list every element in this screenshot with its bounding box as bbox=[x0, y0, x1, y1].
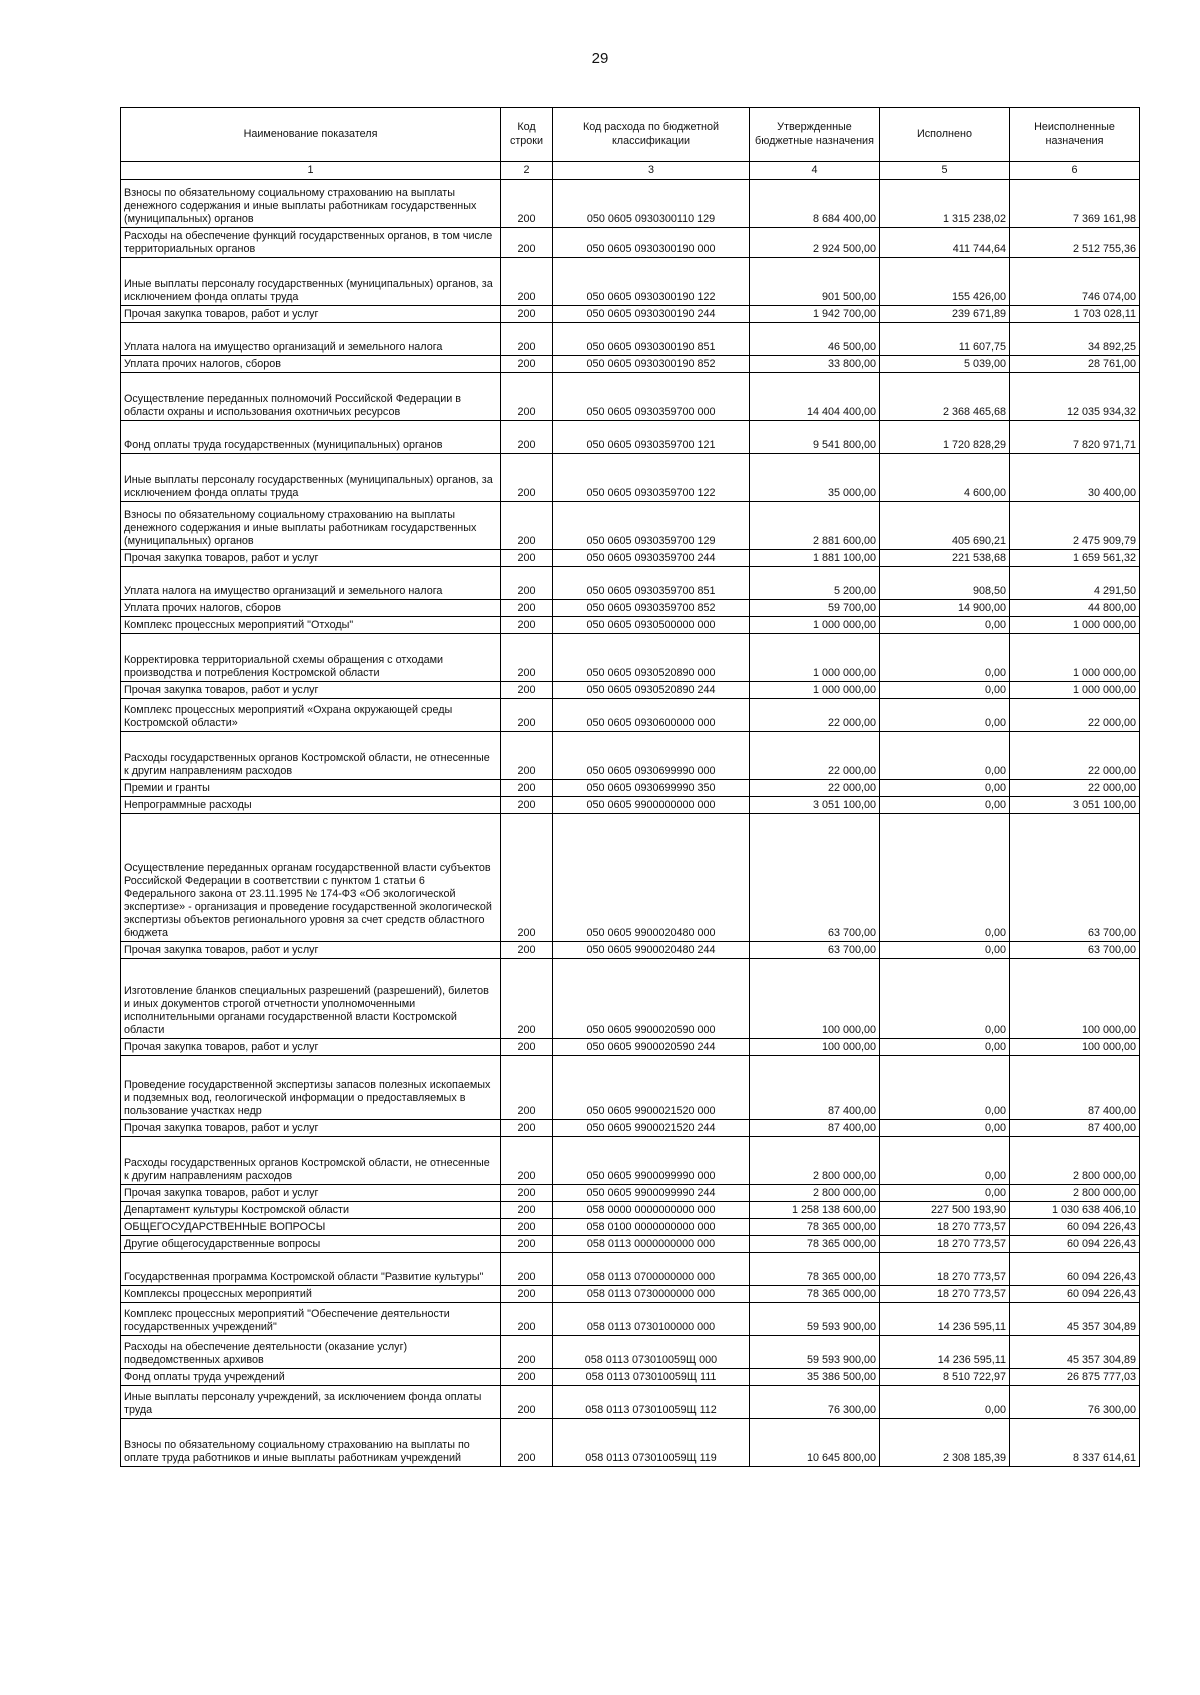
row-executed: 0,00 bbox=[880, 942, 1010, 959]
row-line-code: 200 bbox=[501, 732, 553, 780]
row-approved: 5 200,00 bbox=[750, 567, 880, 600]
table-row bbox=[121, 1336, 1140, 1369]
table-row bbox=[121, 814, 1140, 942]
row-line-code: 200 bbox=[501, 1219, 553, 1236]
row-approved: 1 000 000,00 bbox=[750, 682, 880, 699]
table-row bbox=[121, 1253, 1140, 1286]
table-row bbox=[121, 454, 1140, 502]
row-classification-code: 058 0113 0000000000 000 bbox=[553, 1236, 750, 1253]
row-classification-code: 050 0605 0930359700 129 bbox=[553, 502, 750, 550]
row-approved: 2 924 500,00 bbox=[750, 228, 880, 258]
row-line-code: 200 bbox=[501, 323, 553, 356]
table-row bbox=[121, 1236, 1140, 1253]
row-name: Другие общегосударственные вопросы bbox=[121, 1236, 501, 1253]
row-classification-code: 058 0113 073010059Щ 111 bbox=[553, 1369, 750, 1386]
row-name: Взносы по обязательному социальному страхованию на выплаты денежного содержания и иные выплаты работникам государственных (муниципальных) органов bbox=[121, 180, 501, 228]
row-remaining: 45 357 304,89 bbox=[1010, 1336, 1140, 1369]
row-classification-code: 050 0605 9900021520 000 bbox=[553, 1056, 750, 1120]
row-executed: 0,00 bbox=[880, 682, 1010, 699]
header-row bbox=[121, 108, 1140, 162]
row-executed: 239 671,89 bbox=[880, 306, 1010, 323]
row-classification-code: 050 0605 0930359700 000 bbox=[553, 373, 750, 421]
header-remaining: Неисполненные назначения bbox=[1010, 108, 1140, 162]
row-remaining: 3 051 100,00 bbox=[1010, 797, 1140, 814]
row-executed: 18 270 773,57 bbox=[880, 1219, 1010, 1236]
row-remaining: 1 000 000,00 bbox=[1010, 682, 1140, 699]
row-name: Комплекс процессных мероприятий «Охрана окружающей среды Костромской области» bbox=[121, 699, 501, 732]
header-number: 1 bbox=[121, 162, 501, 180]
row-approved: 78 365 000,00 bbox=[750, 1253, 880, 1286]
row-name: Департамент культуры Костромской области bbox=[121, 1202, 501, 1219]
header-classification-code: Код расхода по бюджетной классификации bbox=[553, 108, 750, 162]
row-approved: 76 300,00 bbox=[750, 1386, 880, 1419]
table-row bbox=[121, 732, 1140, 780]
row-approved: 8 684 400,00 bbox=[750, 180, 880, 228]
row-executed: 14 236 595,11 bbox=[880, 1336, 1010, 1369]
row-remaining: 60 094 226,43 bbox=[1010, 1236, 1140, 1253]
row-remaining: 34 892,25 bbox=[1010, 323, 1140, 356]
row-name: Фонд оплаты труда учреждений bbox=[121, 1369, 501, 1386]
row-line-code: 200 bbox=[501, 1056, 553, 1120]
row-approved: 78 365 000,00 bbox=[750, 1219, 880, 1236]
header-executed: Исполнено bbox=[880, 108, 1010, 162]
row-classification-code: 058 0113 073010059Щ 000 bbox=[553, 1336, 750, 1369]
header-number: 5 bbox=[880, 162, 1010, 180]
row-approved: 22 000,00 bbox=[750, 780, 880, 797]
row-executed: 0,00 bbox=[880, 1039, 1010, 1056]
table-row bbox=[121, 634, 1140, 682]
row-remaining: 2 800 000,00 bbox=[1010, 1137, 1140, 1185]
row-name: Расходы государственных органов Костромской области, не отнесенные к другим направлениям расходов bbox=[121, 1137, 501, 1185]
row-executed: 0,00 bbox=[880, 1120, 1010, 1137]
row-remaining: 100 000,00 bbox=[1010, 959, 1140, 1039]
row-name: Прочая закупка товаров, работ и услуг bbox=[121, 1120, 501, 1137]
row-classification-code: 050 0605 0930699990 350 bbox=[553, 780, 750, 797]
row-line-code: 200 bbox=[501, 180, 553, 228]
row-executed: 0,00 bbox=[880, 1386, 1010, 1419]
row-name: Прочая закупка товаров, работ и услуг bbox=[121, 1185, 501, 1202]
row-executed: 0,00 bbox=[880, 780, 1010, 797]
row-executed: 1 720 828,29 bbox=[880, 421, 1010, 454]
row-name: Взносы по обязательному социальному страхованию на выплаты денежного содержания и иные выплаты работникам государственных (муниципальных) органов bbox=[121, 502, 501, 550]
row-classification-code: 050 0605 9900000000 000 bbox=[553, 797, 750, 814]
row-classification-code: 050 0605 0930300190 244 bbox=[553, 306, 750, 323]
row-executed: 0,00 bbox=[880, 1056, 1010, 1120]
row-executed: 0,00 bbox=[880, 634, 1010, 682]
row-classification-code: 058 0000 0000000000 000 bbox=[553, 1202, 750, 1219]
header-number: 2 bbox=[501, 162, 553, 180]
table-row bbox=[121, 1202, 1140, 1219]
row-name: Уплата прочих налогов, сборов bbox=[121, 600, 501, 617]
page-number: 29 bbox=[591, 50, 609, 67]
row-approved: 1 000 000,00 bbox=[750, 617, 880, 634]
row-approved: 3 051 100,00 bbox=[750, 797, 880, 814]
row-name: Прочая закупка товаров, работ и услуг bbox=[121, 942, 501, 959]
row-remaining: 2 800 000,00 bbox=[1010, 1185, 1140, 1202]
row-remaining: 45 357 304,89 bbox=[1010, 1303, 1140, 1336]
row-line-code: 200 bbox=[501, 942, 553, 959]
table-row bbox=[121, 682, 1140, 699]
row-classification-code: 058 0113 073010059Щ 112 bbox=[553, 1386, 750, 1419]
row-line-code: 200 bbox=[501, 306, 553, 323]
row-line-code: 200 bbox=[501, 550, 553, 567]
row-line-code: 200 bbox=[501, 1202, 553, 1219]
row-approved: 78 365 000,00 bbox=[750, 1236, 880, 1253]
row-name: Иные выплаты персоналу учреждений, за исключением фонда оплаты труда bbox=[121, 1386, 501, 1419]
row-classification-code: 050 0605 0930359700 244 bbox=[553, 550, 750, 567]
row-name: Фонд оплаты труда государственных (муниципальных) органов bbox=[121, 421, 501, 454]
row-executed: 0,00 bbox=[880, 732, 1010, 780]
row-classification-code: 050 0605 0930359700 122 bbox=[553, 454, 750, 502]
row-line-code: 200 bbox=[501, 1185, 553, 1202]
row-line-code: 200 bbox=[501, 780, 553, 797]
row-executed: 0,00 bbox=[880, 814, 1010, 942]
row-remaining: 44 800,00 bbox=[1010, 600, 1140, 617]
table-row bbox=[121, 1039, 1140, 1056]
row-executed: 4 600,00 bbox=[880, 454, 1010, 502]
row-approved: 59 593 900,00 bbox=[750, 1303, 880, 1336]
row-approved: 35 000,00 bbox=[750, 454, 880, 502]
row-classification-code: 050 0605 0930300190 000 bbox=[553, 228, 750, 258]
row-line-code: 200 bbox=[501, 699, 553, 732]
header-name: Наименование показателя bbox=[121, 108, 501, 162]
row-name: Комплекс процессных мероприятий "Отходы" bbox=[121, 617, 501, 634]
row-line-code: 200 bbox=[501, 373, 553, 421]
table-row bbox=[121, 323, 1140, 356]
row-approved: 1 258 138 600,00 bbox=[750, 1202, 880, 1219]
row-executed: 11 607,75 bbox=[880, 323, 1010, 356]
table-row bbox=[121, 1120, 1140, 1137]
row-classification-code: 058 0113 0730100000 000 bbox=[553, 1303, 750, 1336]
row-remaining: 8 337 614,61 bbox=[1010, 1419, 1140, 1467]
row-name: Взносы по обязательному социальному страхованию на выплаты по оплате труда работников и иные выплаты работникам учреждений bbox=[121, 1419, 501, 1467]
row-name: Уплата прочих налогов, сборов bbox=[121, 356, 501, 373]
row-executed: 14 236 595,11 bbox=[880, 1303, 1010, 1336]
table-row bbox=[121, 421, 1140, 454]
table-row bbox=[121, 942, 1140, 959]
row-classification-code: 050 0605 9900020590 000 bbox=[553, 959, 750, 1039]
table-row bbox=[121, 1386, 1140, 1419]
row-executed: 1 315 238,02 bbox=[880, 180, 1010, 228]
row-remaining: 1 030 638 406,10 bbox=[1010, 1202, 1140, 1219]
row-executed: 18 270 773,57 bbox=[880, 1286, 1010, 1303]
row-name: Премии и гранты bbox=[121, 780, 501, 797]
row-classification-code: 050 0605 0930600000 000 bbox=[553, 699, 750, 732]
row-approved: 100 000,00 bbox=[750, 1039, 880, 1056]
row-line-code: 200 bbox=[501, 1386, 553, 1419]
row-name: Осуществление переданных органам государственной власти субъектов Российской Федерации в соответствии с пунктом 1 статьи 6 Федерального закона от 23.11.1995 № 174-ФЗ «Об экологической экспертизе» - организация и проведение государственной экологической экспертизы объектов регионального уровня за счет средств областного бюджета bbox=[121, 814, 501, 942]
row-remaining: 76 300,00 bbox=[1010, 1386, 1140, 1419]
table-row bbox=[121, 797, 1140, 814]
table-row bbox=[121, 1056, 1140, 1120]
header-number: 6 bbox=[1010, 162, 1140, 180]
row-name: Прочая закупка товаров, работ и услуг bbox=[121, 682, 501, 699]
row-name: Прочая закупка товаров, работ и услуг bbox=[121, 550, 501, 567]
row-approved: 14 404 400,00 bbox=[750, 373, 880, 421]
row-approved: 35 386 500,00 bbox=[750, 1369, 880, 1386]
row-executed: 0,00 bbox=[880, 699, 1010, 732]
row-line-code: 200 bbox=[501, 567, 553, 600]
table-row bbox=[121, 567, 1140, 600]
row-line-code: 200 bbox=[501, 1253, 553, 1286]
row-executed: 0,00 bbox=[880, 1185, 1010, 1202]
row-classification-code: 050 0605 0930359700 121 bbox=[553, 421, 750, 454]
row-approved: 63 700,00 bbox=[750, 942, 880, 959]
row-remaining: 4 291,50 bbox=[1010, 567, 1140, 600]
row-remaining: 7 369 161,98 bbox=[1010, 180, 1140, 228]
row-executed: 5 039,00 bbox=[880, 356, 1010, 373]
row-approved: 87 400,00 bbox=[750, 1120, 880, 1137]
row-classification-code: 058 0113 073010059Щ 119 bbox=[553, 1419, 750, 1467]
row-executed: 8 510 722,97 bbox=[880, 1369, 1010, 1386]
row-line-code: 200 bbox=[501, 228, 553, 258]
row-name: Расходы на обеспечение деятельности (оказание услуг) подведомственных архивов bbox=[121, 1336, 501, 1369]
row-remaining: 22 000,00 bbox=[1010, 780, 1140, 797]
row-classification-code: 050 0605 0930300190 122 bbox=[553, 258, 750, 306]
row-name: Расходы государственных органов Костромской области, не отнесенные к другим направлениям расходов bbox=[121, 732, 501, 780]
table-row bbox=[121, 1419, 1140, 1467]
row-remaining: 60 094 226,43 bbox=[1010, 1286, 1140, 1303]
row-line-code: 200 bbox=[501, 1236, 553, 1253]
row-remaining: 30 400,00 bbox=[1010, 454, 1140, 502]
row-approved: 10 645 800,00 bbox=[750, 1419, 880, 1467]
row-name: Корректировка территориальной схемы обращения с отходами производства и потребления Костромской области bbox=[121, 634, 501, 682]
row-approved: 2 881 600,00 bbox=[750, 502, 880, 550]
row-approved: 22 000,00 bbox=[750, 732, 880, 780]
row-line-code: 200 bbox=[501, 1369, 553, 1386]
row-classification-code: 050 0605 9900021520 244 bbox=[553, 1120, 750, 1137]
row-name: Комплексы процессных мероприятий bbox=[121, 1286, 501, 1303]
table-row bbox=[121, 356, 1140, 373]
row-approved: 59 700,00 bbox=[750, 600, 880, 617]
row-executed: 2 368 465,68 bbox=[880, 373, 1010, 421]
row-classification-code: 050 0605 9900020480 000 bbox=[553, 814, 750, 942]
row-classification-code: 050 0605 0930520890 244 bbox=[553, 682, 750, 699]
row-classification-code: 058 0113 0700000000 000 bbox=[553, 1253, 750, 1286]
table-row bbox=[121, 1286, 1140, 1303]
row-approved: 33 800,00 bbox=[750, 356, 880, 373]
header-number: 4 bbox=[750, 162, 880, 180]
row-executed: 2 308 185,39 bbox=[880, 1419, 1010, 1467]
row-line-code: 200 bbox=[501, 1336, 553, 1369]
row-remaining: 1 659 561,32 bbox=[1010, 550, 1140, 567]
row-line-code: 200 bbox=[501, 1039, 553, 1056]
row-name: Уплата налога на имущество организаций и земельного налога bbox=[121, 323, 501, 356]
row-executed: 908,50 bbox=[880, 567, 1010, 600]
row-remaining: 12 035 934,32 bbox=[1010, 373, 1140, 421]
row-executed: 227 500 193,90 bbox=[880, 1202, 1010, 1219]
row-line-code: 200 bbox=[501, 814, 553, 942]
row-remaining: 7 820 971,71 bbox=[1010, 421, 1140, 454]
row-remaining: 87 400,00 bbox=[1010, 1120, 1140, 1137]
row-remaining: 26 875 777,03 bbox=[1010, 1369, 1140, 1386]
table-row bbox=[121, 1137, 1140, 1185]
budget-execution-table bbox=[120, 107, 1140, 1467]
header-line-code: Код строки bbox=[501, 108, 553, 162]
table-row bbox=[121, 258, 1140, 306]
row-classification-code: 050 0605 9900099990 000 bbox=[553, 1137, 750, 1185]
header-approved: Утвержденные бюджетные назначения bbox=[750, 108, 880, 162]
row-name: Расходы на обеспечение функций государственных органов, в том числе территориальных органов bbox=[121, 228, 501, 258]
row-remaining: 2 475 909,79 bbox=[1010, 502, 1140, 550]
row-approved: 100 000,00 bbox=[750, 959, 880, 1039]
row-classification-code: 050 0605 0930359700 851 bbox=[553, 567, 750, 600]
row-name: Изготовление бланков специальных разрешений (разрешений), билетов и иных документов строгой отчетности уполномоченными исполнительными органами государственной власти Костромской области bbox=[121, 959, 501, 1039]
row-remaining: 87 400,00 bbox=[1010, 1056, 1140, 1120]
row-line-code: 200 bbox=[501, 1303, 553, 1336]
table-row bbox=[121, 600, 1140, 617]
row-line-code: 200 bbox=[501, 454, 553, 502]
table-row bbox=[121, 1185, 1140, 1202]
row-line-code: 200 bbox=[501, 258, 553, 306]
row-classification-code: 050 0605 9900020590 244 bbox=[553, 1039, 750, 1056]
row-name: Иные выплаты персоналу государственных (муниципальных) органов, за исключением фонда оплаты труда bbox=[121, 258, 501, 306]
row-executed: 155 426,00 bbox=[880, 258, 1010, 306]
row-line-code: 200 bbox=[501, 1419, 553, 1467]
row-name: Непрограммные расходы bbox=[121, 797, 501, 814]
row-executed: 0,00 bbox=[880, 1137, 1010, 1185]
row-remaining: 28 761,00 bbox=[1010, 356, 1140, 373]
row-line-code: 200 bbox=[501, 1137, 553, 1185]
row-line-code: 200 bbox=[501, 682, 553, 699]
row-approved: 2 800 000,00 bbox=[750, 1137, 880, 1185]
row-remaining: 63 700,00 bbox=[1010, 814, 1140, 942]
table-row bbox=[121, 373, 1140, 421]
row-name: Уплата налога на имущество организаций и земельного налога bbox=[121, 567, 501, 600]
row-remaining: 100 000,00 bbox=[1010, 1039, 1140, 1056]
row-classification-code: 050 0605 0930520890 000 bbox=[553, 634, 750, 682]
row-name: Иные выплаты персоналу государственных (муниципальных) органов, за исключением фонда оплаты труда bbox=[121, 454, 501, 502]
row-approved: 9 541 800,00 bbox=[750, 421, 880, 454]
row-classification-code: 058 0113 0730000000 000 bbox=[553, 1286, 750, 1303]
row-name: Прочая закупка товаров, работ и услуг bbox=[121, 1039, 501, 1056]
row-line-code: 200 bbox=[501, 797, 553, 814]
row-name: Проведение государственной экспертизы запасов полезных ископаемых и подземных вод, геологической информации о предоставляемых в пользование участках недр bbox=[121, 1056, 501, 1120]
table-row bbox=[121, 699, 1140, 732]
row-classification-code: 050 0605 0930699990 000 bbox=[553, 732, 750, 780]
row-remaining: 1 000 000,00 bbox=[1010, 617, 1140, 634]
table-row bbox=[121, 1219, 1140, 1236]
table-body bbox=[121, 180, 1140, 1467]
row-executed: 18 270 773,57 bbox=[880, 1236, 1010, 1253]
row-name: Государственная программа Костромской области "Развитие культуры" bbox=[121, 1253, 501, 1286]
row-remaining: 63 700,00 bbox=[1010, 942, 1140, 959]
row-executed: 0,00 bbox=[880, 797, 1010, 814]
row-approved: 78 365 000,00 bbox=[750, 1286, 880, 1303]
row-executed: 14 900,00 bbox=[880, 600, 1010, 617]
row-remaining: 1 000 000,00 bbox=[1010, 634, 1140, 682]
row-classification-code: 050 0605 0930359700 852 bbox=[553, 600, 750, 617]
row-classification-code: 058 0100 0000000000 000 bbox=[553, 1219, 750, 1236]
row-executed: 0,00 bbox=[880, 617, 1010, 634]
table-row bbox=[121, 228, 1140, 258]
row-name: Осуществление переданных полномочий Российской Федерации в области охраны и использования охотничьих ресурсов bbox=[121, 373, 501, 421]
row-classification-code: 050 0605 9900099990 244 bbox=[553, 1185, 750, 1202]
header-number: 3 bbox=[553, 162, 750, 180]
row-classification-code: 050 0605 0930500000 000 bbox=[553, 617, 750, 634]
row-line-code: 200 bbox=[501, 1120, 553, 1137]
row-remaining: 746 074,00 bbox=[1010, 258, 1140, 306]
table-row bbox=[121, 617, 1140, 634]
table-row bbox=[121, 180, 1140, 228]
row-approved: 1 942 700,00 bbox=[750, 306, 880, 323]
table-row bbox=[121, 1303, 1140, 1336]
table-row bbox=[121, 959, 1140, 1039]
row-classification-code: 050 0605 0930300190 852 bbox=[553, 356, 750, 373]
row-approved: 901 500,00 bbox=[750, 258, 880, 306]
row-executed: 0,00 bbox=[880, 959, 1010, 1039]
row-remaining: 60 094 226,43 bbox=[1010, 1219, 1140, 1236]
row-approved: 1 000 000,00 bbox=[750, 634, 880, 682]
table-row bbox=[121, 306, 1140, 323]
row-approved: 46 500,00 bbox=[750, 323, 880, 356]
row-approved: 59 593 900,00 bbox=[750, 1336, 880, 1369]
row-remaining: 60 094 226,43 bbox=[1010, 1253, 1140, 1286]
row-line-code: 200 bbox=[501, 1286, 553, 1303]
row-name: ОБЩЕГОСУДАРСТВЕННЫЕ ВОПРОСЫ bbox=[121, 1219, 501, 1236]
header-number-row bbox=[121, 162, 1140, 180]
row-approved: 63 700,00 bbox=[750, 814, 880, 942]
row-classification-code: 050 0605 9900020480 244 bbox=[553, 942, 750, 959]
table-row bbox=[121, 1369, 1140, 1386]
row-remaining: 22 000,00 bbox=[1010, 732, 1140, 780]
table-row bbox=[121, 780, 1140, 797]
row-name: Комплекс процессных мероприятий "Обеспечение деятельности государственных учреждений" bbox=[121, 1303, 501, 1336]
row-classification-code: 050 0605 0930300110 129 bbox=[553, 180, 750, 228]
row-line-code: 200 bbox=[501, 421, 553, 454]
row-remaining: 2 512 755,36 bbox=[1010, 228, 1140, 258]
row-remaining: 22 000,00 bbox=[1010, 699, 1140, 732]
row-line-code: 200 bbox=[501, 634, 553, 682]
row-executed: 405 690,21 bbox=[880, 502, 1010, 550]
row-approved: 22 000,00 bbox=[750, 699, 880, 732]
row-executed: 411 744,64 bbox=[880, 228, 1010, 258]
row-line-code: 200 bbox=[501, 959, 553, 1039]
row-line-code: 200 bbox=[501, 617, 553, 634]
row-approved: 1 881 100,00 bbox=[750, 550, 880, 567]
row-line-code: 200 bbox=[501, 356, 553, 373]
table-row bbox=[121, 550, 1140, 567]
row-line-code: 200 bbox=[501, 502, 553, 550]
row-executed: 18 270 773,57 bbox=[880, 1253, 1010, 1286]
row-approved: 87 400,00 bbox=[750, 1056, 880, 1120]
row-line-code: 200 bbox=[501, 600, 553, 617]
row-name: Прочая закупка товаров, работ и услуг bbox=[121, 306, 501, 323]
table-row bbox=[121, 502, 1140, 550]
row-executed: 221 538,68 bbox=[880, 550, 1010, 567]
row-remaining: 1 703 028,11 bbox=[1010, 306, 1140, 323]
row-classification-code: 050 0605 0930300190 851 bbox=[553, 323, 750, 356]
row-approved: 2 800 000,00 bbox=[750, 1185, 880, 1202]
